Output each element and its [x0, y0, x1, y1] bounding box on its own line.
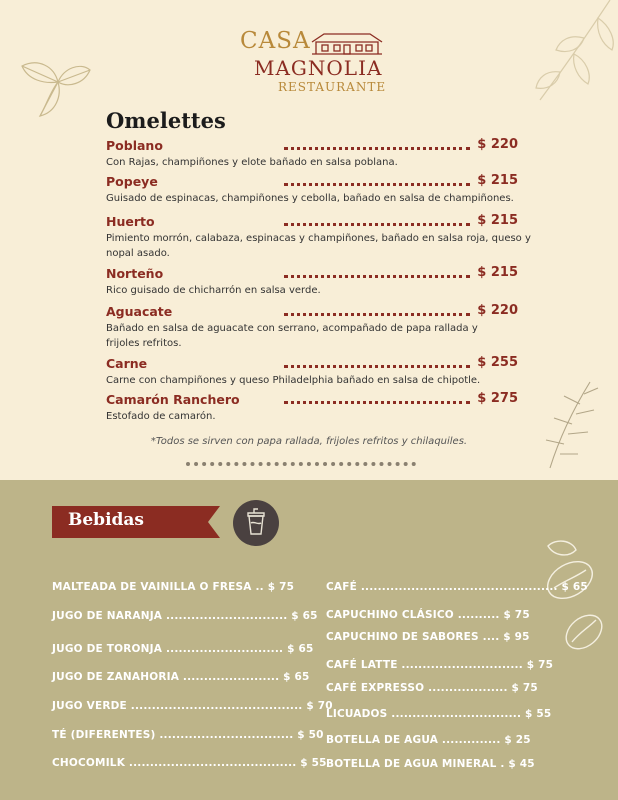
- item-name: Popeye: [106, 174, 158, 189]
- item-price: $ 220: [477, 303, 518, 318]
- fern-leaf-icon: [528, 378, 604, 470]
- logo-casa: CASA: [240, 28, 311, 54]
- drink-item: LICUADOS ............................... $ 55: [326, 708, 552, 720]
- drink-item: CAFÉ LATTE ............................. $ 75: [326, 659, 554, 671]
- omelettes-title: Omelettes: [106, 108, 226, 133]
- leader-dots: [284, 275, 470, 278]
- item-description: Rico guisado de chicharrón en salsa verde.: [106, 285, 321, 296]
- leader-dots: [284, 313, 470, 316]
- leader-dots: [284, 223, 470, 226]
- leader-dots: [284, 183, 470, 186]
- leader-dots: [284, 147, 470, 150]
- drink-item: MALTEADA DE VAINILLA O FRESA .. $ 75: [52, 581, 295, 593]
- drink-item: CAFÉ ............................................... $ 65: [326, 581, 588, 593]
- coffee-beans-icon: [532, 534, 612, 658]
- drink-item: TÉ (DIFERENTES) ................................ $ 50: [52, 729, 324, 741]
- leader-dots: [284, 365, 470, 368]
- leaf-branch-icon: [520, 0, 618, 110]
- item-price: $ 215: [477, 213, 518, 228]
- coffee-cup-icon: [233, 500, 279, 546]
- item-description: Bañado en salsa de aguacate con serrano, acompañado de papa rallada y frijoles refritos.: [106, 323, 478, 349]
- item-name: Carne: [106, 356, 148, 371]
- drink-item: BOTELLA DE AGUA .............. $ 25: [326, 734, 531, 746]
- item-description: Estofado de camarón.: [106, 411, 216, 422]
- drink-item: JUGO DE NARANJA ............................. $ 65: [52, 610, 318, 622]
- item-description: Pimiento morrón, calabaza, espinacas y champiñones, bañado en salsa roja, queso y nopal asado.: [106, 233, 531, 259]
- item-price: $ 215: [477, 173, 518, 188]
- item-name: Aguacate: [106, 304, 173, 319]
- restaurant-logo: [236, 26, 396, 100]
- dotted-separator: [186, 462, 416, 466]
- bebidas-banner: [52, 506, 220, 538]
- drink-item: CAFÉ EXPRESSO ................... $ 75: [326, 682, 538, 694]
- drink-item: JUGO DE ZANAHORIA ....................... $ 65: [52, 671, 310, 683]
- item-price: $ 275: [477, 391, 518, 406]
- item-name: Camarón Ranchero: [106, 392, 240, 407]
- drink-item: JUGO VERDE ......................................... $ 70: [52, 700, 333, 712]
- drink-item: CAPUCHINO CLÁSICO .......... $ 75: [326, 609, 530, 621]
- leader-dots: [284, 401, 470, 404]
- leaf-decoration-icon: [18, 56, 94, 120]
- logo-magnolia: MAGNOLIA: [254, 56, 383, 80]
- item-price: $ 255: [477, 355, 518, 370]
- item-description: Con Rajas, champiñones y elote bañado en salsa poblana.: [106, 157, 398, 168]
- bebidas-title: Bebidas: [68, 510, 145, 530]
- serving-note: *Todos se sirven con papa rallada, frijoles refritos y chilaquiles.: [150, 436, 468, 447]
- item-description: Guisado de espinacas, champiñones y cebolla, bañado en salsa de champiñones.: [106, 193, 514, 204]
- logo-restaurante: RESTAURANTE: [278, 80, 387, 94]
- item-name: Poblano: [106, 138, 163, 153]
- item-price: $ 220: [477, 137, 518, 152]
- drink-item: BOTELLA DE AGUA MINERAL . $ 45: [326, 758, 535, 770]
- drink-item: JUGO DE TORONJA ............................ $ 65: [52, 643, 314, 655]
- house-icon: [310, 30, 384, 56]
- item-price: $ 215: [477, 265, 518, 280]
- item-name: Huerto: [106, 214, 155, 229]
- drink-item: CHOCOMILK ........................................ $ 55: [52, 757, 327, 769]
- item-description: Carne con champiñones y queso Philadelphia bañado en salsa de chipotle.: [106, 375, 481, 386]
- drink-item: CAPUCHINO DE SABORES .... $ 95: [326, 631, 530, 643]
- item-name: Norteño: [106, 266, 164, 281]
